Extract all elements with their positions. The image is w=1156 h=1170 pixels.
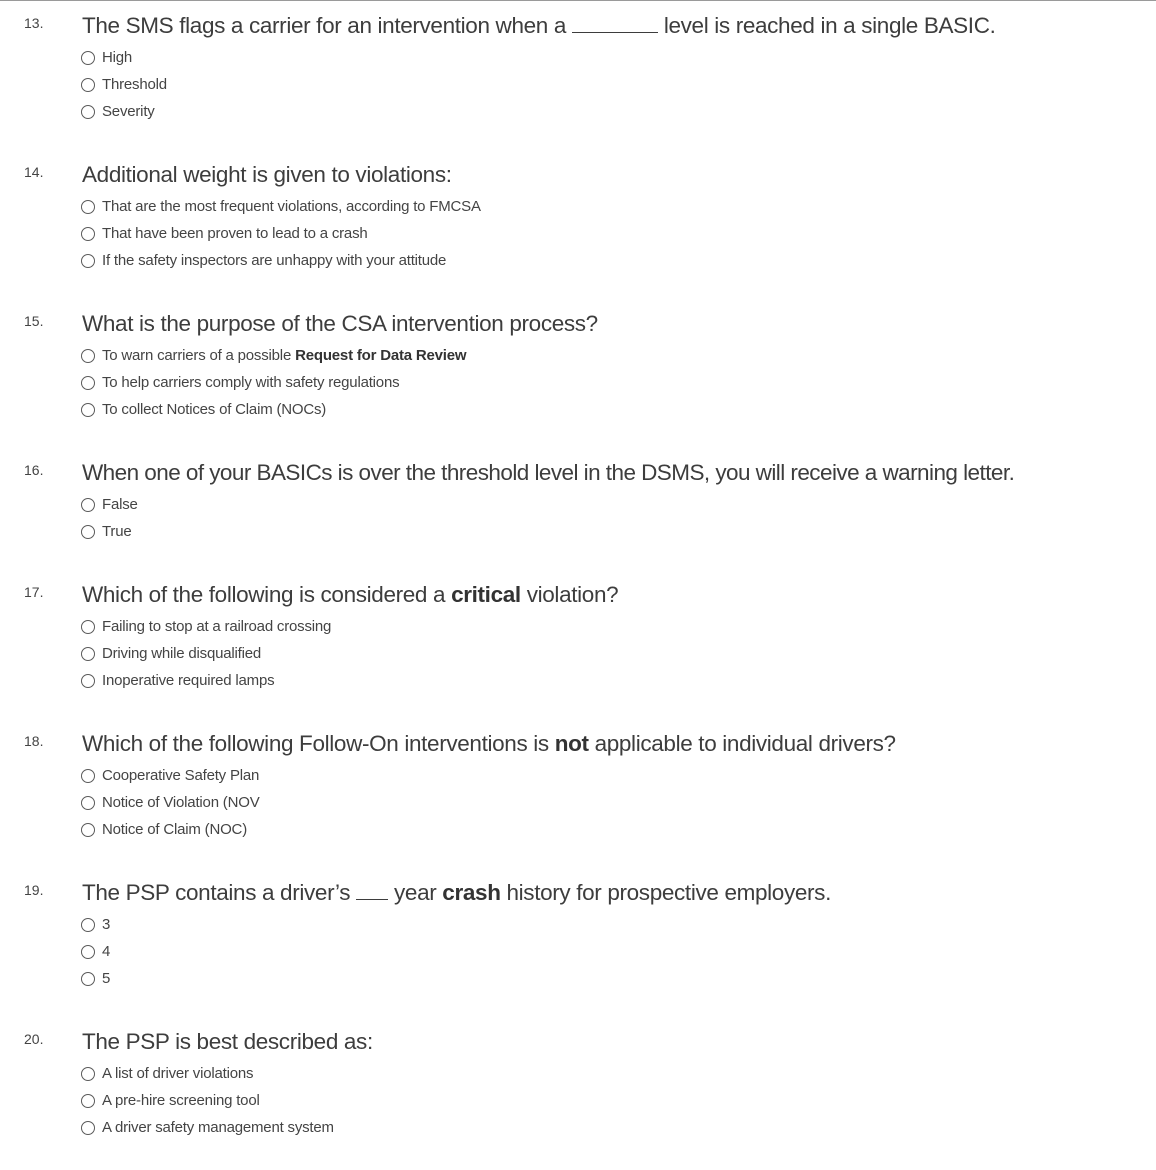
question-number: 18. [24,733,44,749]
radio-button-icon[interactable] [81,1067,95,1081]
question-17 [0,583,1156,723]
radio-button-icon[interactable] [81,200,95,214]
question-16 [0,461,1156,601]
question-19 [0,881,1156,1021]
option-railroad-crossing[interactable]: Failing to stop at a railroad crossing [81,613,331,640]
radio-button-icon[interactable] [81,105,95,119]
radio-button-icon[interactable] [81,945,95,959]
question-text: The PSP contains a driver’s year crash history for prospective employers. [82,880,831,905]
option-help-comply[interactable]: To help carriers comply with safety regulations [81,369,466,396]
answer-blank [356,879,388,900]
question-number: 13. [24,15,44,31]
option-inoperative-lamps[interactable]: Inoperative required lamps [81,667,331,694]
question-text: The SMS flags a carrier for an intervention when a level is reached in a single BASIC. [82,13,996,38]
option-true[interactable]: True [81,518,138,545]
option-driving-disqualified[interactable]: Driving while disqualified [81,640,331,667]
question-text: Additional weight is given to violations: [82,162,452,187]
options-list [81,911,110,992]
option-cooperative-safety-plan[interactable]: Cooperative Safety Plan [81,762,260,789]
radio-button-icon[interactable] [81,403,95,417]
question-number: 15. [24,313,44,329]
radio-button-icon[interactable] [81,498,95,512]
options-list [81,762,260,843]
options-list [81,1060,334,1141]
question-text: What is the purpose of the CSA intervention process? [82,311,598,336]
question-number: 17. [24,584,44,600]
option-lead-to-crash[interactable]: That have been proven to lead to a crash [81,220,481,247]
question-13 [0,14,1156,154]
option-list-of-violations[interactable]: A list of driver violations [81,1060,334,1087]
option-inspectors-unhappy[interactable]: If the safety inspectors are unhappy with your attitude [81,247,481,274]
question-number: 19. [24,882,44,898]
option-most-frequent[interactable]: That are the most frequent violations, according to FMCSA [81,193,481,220]
radio-button-icon[interactable] [81,674,95,688]
options-list [81,44,167,125]
question-20 [0,1030,1156,1170]
options-list [81,342,466,423]
option-5[interactable]: 5 [81,965,110,992]
option-notice-of-violation[interactable]: Notice of Violation (NOV [81,789,260,816]
options-list [81,491,138,545]
radio-button-icon[interactable] [81,647,95,661]
radio-button-icon[interactable] [81,349,95,363]
question-text: Which of the following Follow-On interventions is not applicable to individual drivers? [82,731,896,756]
radio-button-icon[interactable] [81,823,95,837]
radio-button-icon[interactable] [81,254,95,268]
option-warn-carriers[interactable]: To warn carriers of a possible Request for Data Review [81,342,466,369]
option-3[interactable]: 3 [81,911,110,938]
radio-button-icon[interactable] [81,972,95,986]
options-list [81,193,481,274]
question-text: The PSP is best described as: [82,1029,373,1054]
radio-button-icon[interactable] [81,78,95,92]
question-number: 20. [24,1031,44,1047]
option-notice-of-claim[interactable]: Notice of Claim (NOC) [81,816,260,843]
answer-blank [572,12,658,33]
option-high[interactable]: High [81,44,167,71]
option-pre-hire-screening[interactable]: A pre-hire screening tool [81,1087,334,1114]
radio-button-icon[interactable] [81,1121,95,1135]
option-false[interactable]: False [81,491,138,518]
question-number: 14. [24,164,44,180]
question-14 [0,163,1156,303]
question-number: 16. [24,462,44,478]
option-safety-management-system[interactable]: A driver safety management system [81,1114,334,1141]
radio-button-icon[interactable] [81,620,95,634]
radio-button-icon[interactable] [81,1094,95,1108]
question-15 [0,312,1156,452]
radio-button-icon[interactable] [81,376,95,390]
option-4[interactable]: 4 [81,938,110,965]
option-collect-nocs[interactable]: To collect Notices of Claim (NOCs) [81,396,466,423]
options-list [81,613,331,694]
radio-button-icon[interactable] [81,51,95,65]
question-text: Which of the following is considered a critical violation? [82,582,619,607]
radio-button-icon[interactable] [81,796,95,810]
option-threshold[interactable]: Threshold [81,71,167,98]
top-divider [0,0,1156,1]
option-severity[interactable]: Severity [81,98,167,125]
radio-button-icon[interactable] [81,525,95,539]
question-text: When one of your BASICs is over the threshold level in the DSMS, you will receive a warning letter. [82,460,1015,485]
radio-button-icon[interactable] [81,918,95,932]
question-18 [0,732,1156,872]
radio-button-icon[interactable] [81,227,95,241]
radio-button-icon[interactable] [81,769,95,783]
